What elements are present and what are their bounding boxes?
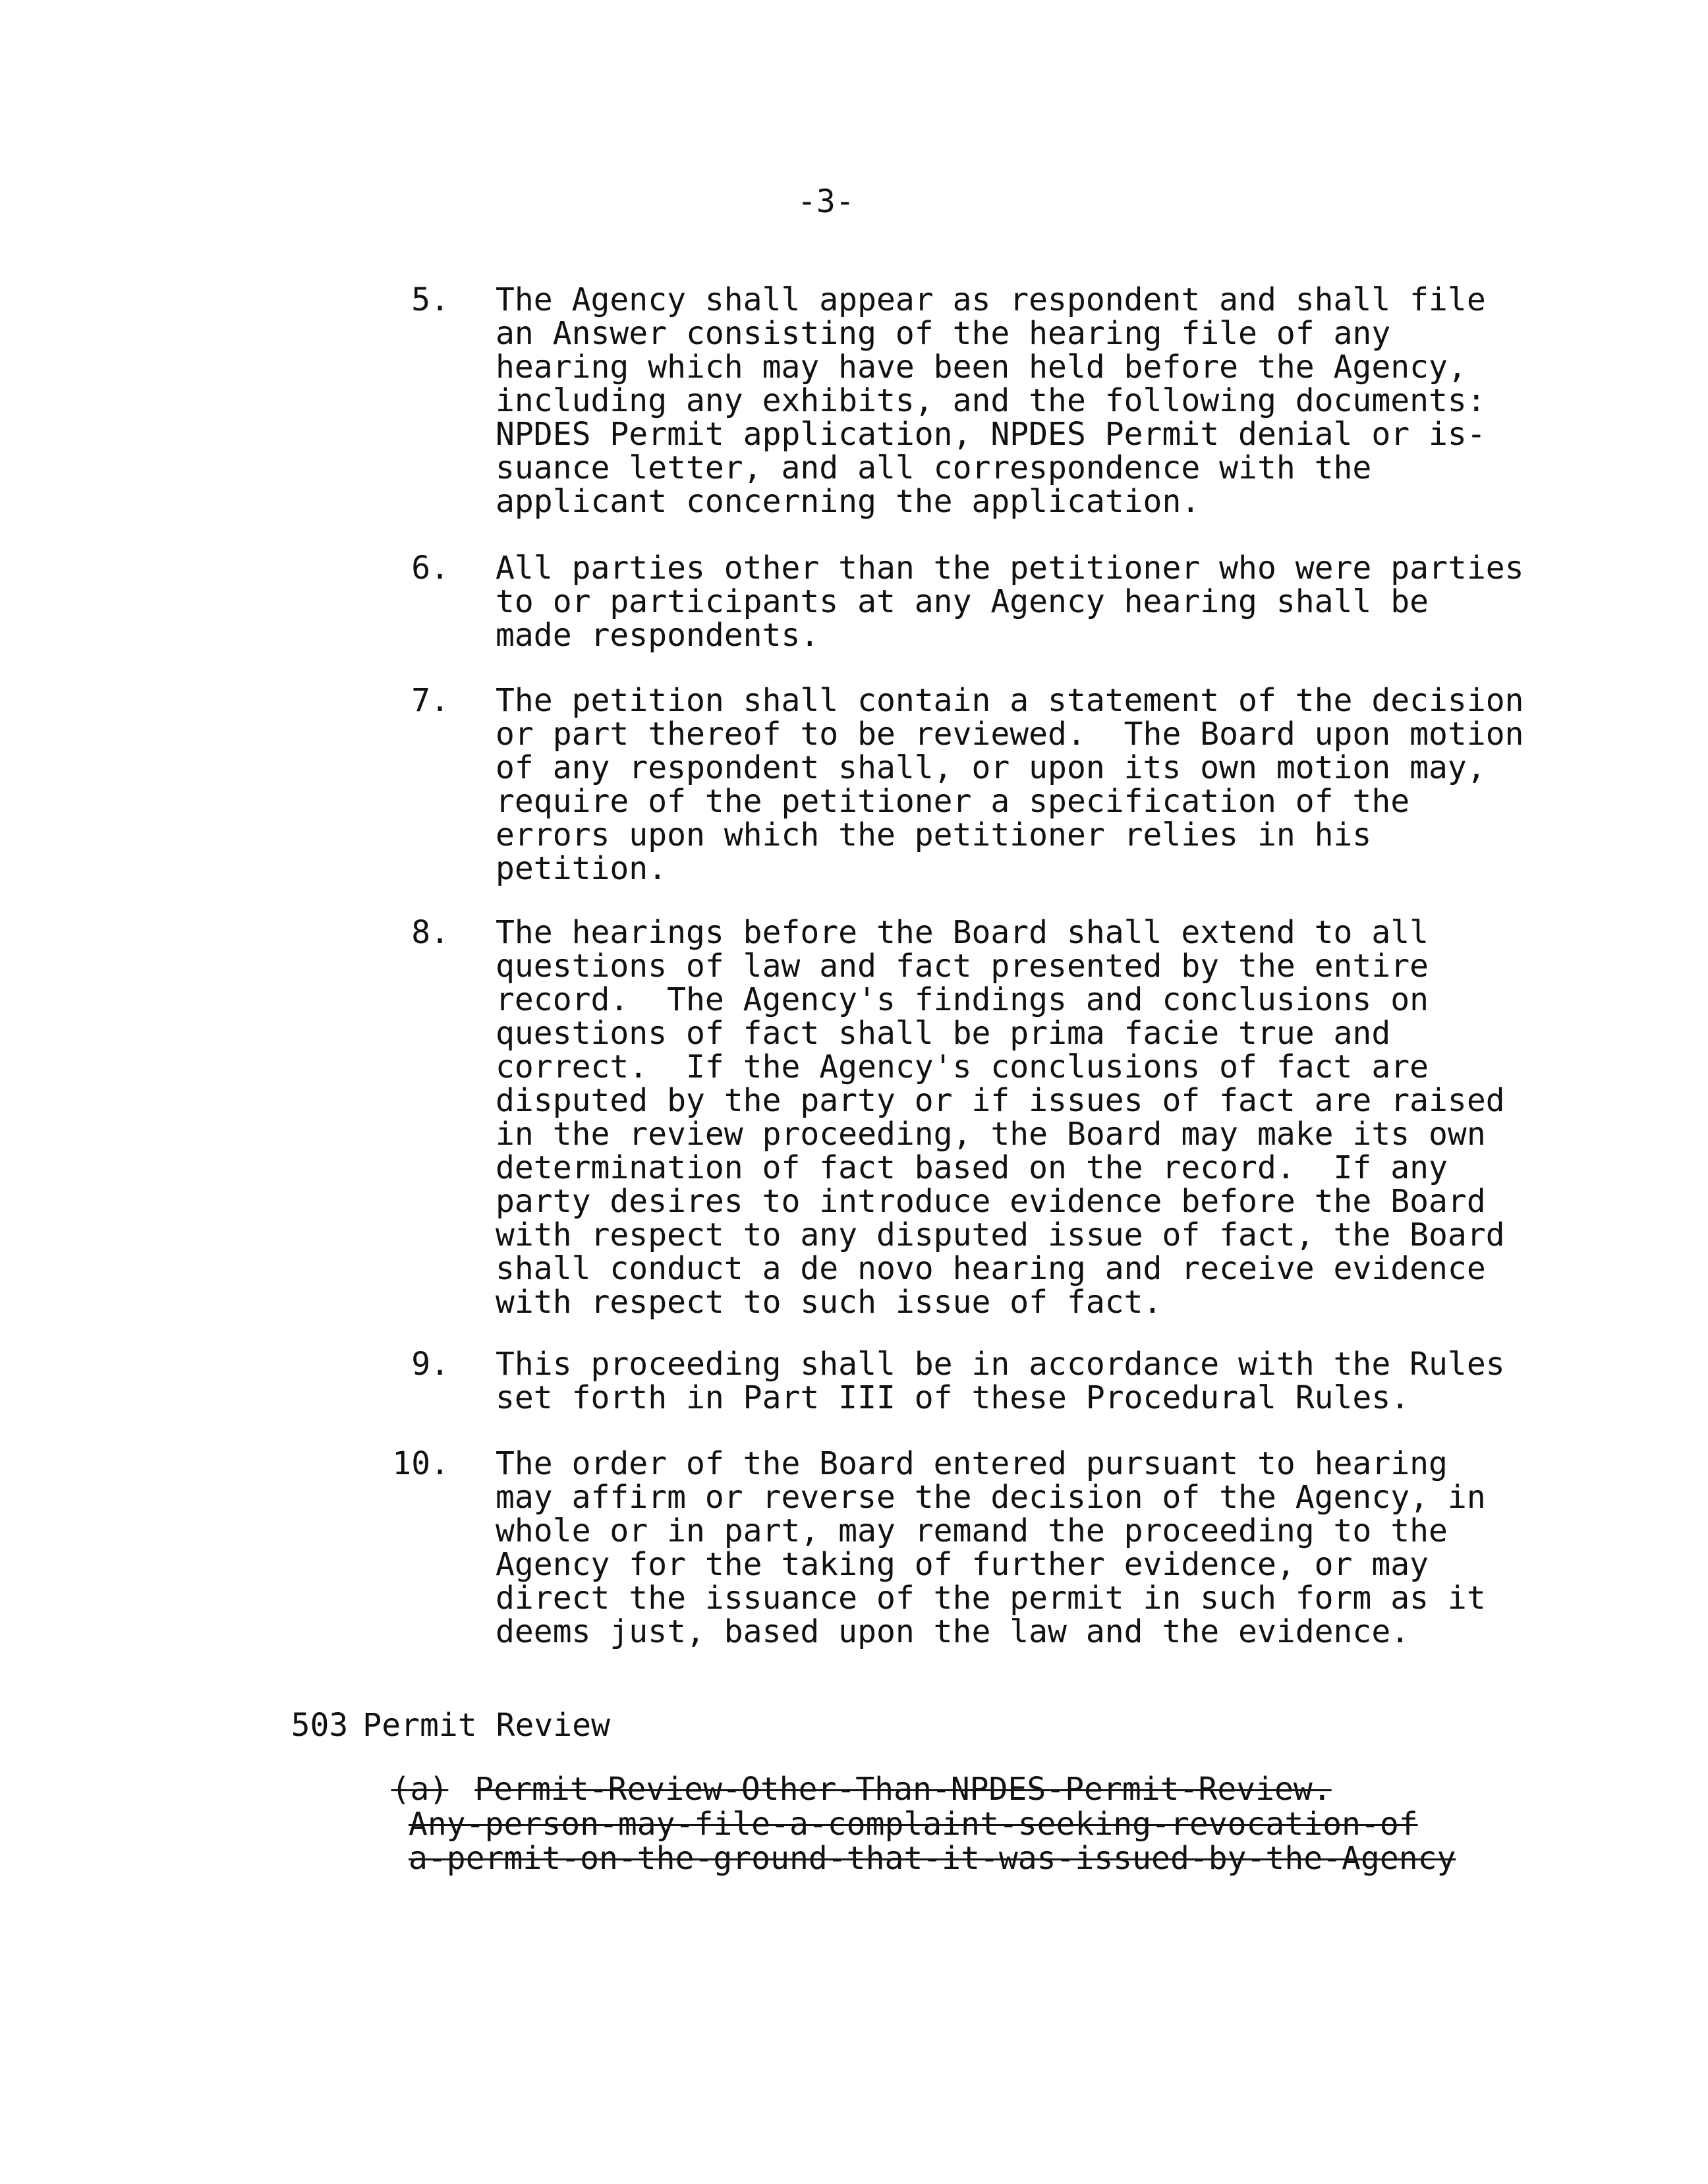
item-line: shall conduct a de novo hearing and receive evidence: [496, 1250, 1486, 1287]
section-number: 503: [291, 1707, 349, 1744]
item-text: [496, 916, 1505, 1319]
item-number: 5.: [411, 281, 449, 318]
item-line: to or participants at any Agency hearing shall be: [496, 583, 1429, 620]
item-line: The petition shall contain a statement of the decision: [496, 682, 1524, 719]
item-line: disputed by the party or if issues of fact are raised: [496, 1082, 1505, 1119]
item-line: deems just, based upon the law and the evidence.: [496, 1613, 1410, 1650]
item-line: party desires to introduce evidence before the Board: [496, 1183, 1486, 1220]
item-line: petition.: [496, 850, 668, 887]
struck-line: Any-person-may-file-a-complaint-seeking-revocation-of: [409, 1806, 1418, 1843]
item-number: 10.: [392, 1445, 449, 1482]
item-line: may affirm or reverse the decision of the Agency, in: [496, 1479, 1486, 1516]
item-text: [496, 1447, 1486, 1649]
struck-line: a-permit-on-the-ground-that-it-was-issued-by-the-Agency: [409, 1840, 1456, 1877]
item-line: suance letter, and all correspondence with the: [496, 449, 1372, 486]
item-line: set forth in Part III of these Procedural Rules.: [496, 1379, 1410, 1416]
item-line: record. The Agency's findings and conclusions on: [496, 981, 1429, 1018]
item-line: The hearings before the Board shall extend to all: [496, 914, 1429, 951]
item-text: [496, 283, 1486, 519]
item-line: The Agency shall appear as respondent and shall file: [496, 281, 1486, 318]
item-line: with respect to such issue of fact.: [496, 1284, 1162, 1321]
item-line: or part thereof to be reviewed. The Board upon motion: [496, 716, 1524, 753]
item-number: 7.: [411, 682, 449, 719]
page-number: -3-: [797, 183, 855, 220]
struck-subsection-title: Permit-Review-Other-Than-NPDES-Permit-Review.: [474, 1771, 1332, 1808]
item-line: require of the petitioner a specification of the: [496, 783, 1410, 820]
section-title: Permit Review: [362, 1707, 610, 1744]
item-line: of any respondent shall, or upon its own motion may,: [496, 749, 1486, 786]
item-line: This proceeding shall be in accordance with the Rules: [496, 1346, 1505, 1383]
item-text: [496, 684, 1524, 886]
item-text: [496, 552, 1524, 652]
item-line: The order of the Board entered pursuant to hearing: [496, 1445, 1448, 1482]
item-line: correct. If the Agency's conclusions of fact are: [496, 1049, 1429, 1085]
item-line: NPDES Permit application, NPDES Permit denial or is-: [496, 416, 1486, 453]
item-line: in the review proceeding, the Board may make its own: [496, 1116, 1486, 1153]
item-line: questions of fact shall be prima facie true and: [496, 1015, 1391, 1052]
struck-paragraph: [409, 1807, 1456, 1876]
item-line: determination of fact based on the record. If any: [496, 1149, 1448, 1186]
item-line: questions of law and fact presented by the entire: [496, 948, 1429, 985]
item-line: All parties other than the petitioner who were parties: [496, 550, 1524, 587]
item-line: with respect to any disputed issue of fact, the Board: [496, 1217, 1505, 1253]
item-number: 9.: [411, 1346, 449, 1383]
item-number: 6.: [411, 550, 449, 587]
item-text: [496, 1348, 1505, 1415]
item-line: whole or in part, may remand the proceeding to the: [496, 1512, 1448, 1549]
item-line: hearing which may have been held before the Agency,: [496, 349, 1467, 386]
item-number: 8.: [411, 914, 449, 951]
item-line: direct the issuance of the permit in such form as it: [496, 1580, 1486, 1617]
item-line: applicant concerning the application.: [496, 483, 1201, 520]
item-line: made respondents.: [496, 617, 820, 654]
item-line: errors upon which the petitioner relies in his: [496, 817, 1372, 853]
item-line: including any exhibits, and the following documents:: [496, 382, 1486, 419]
struck-subsection-label: (a): [391, 1771, 449, 1808]
item-line: an Answer consisting of the hearing file of any: [496, 315, 1391, 352]
item-line: Agency for the taking of further evidence, or may: [496, 1546, 1429, 1583]
